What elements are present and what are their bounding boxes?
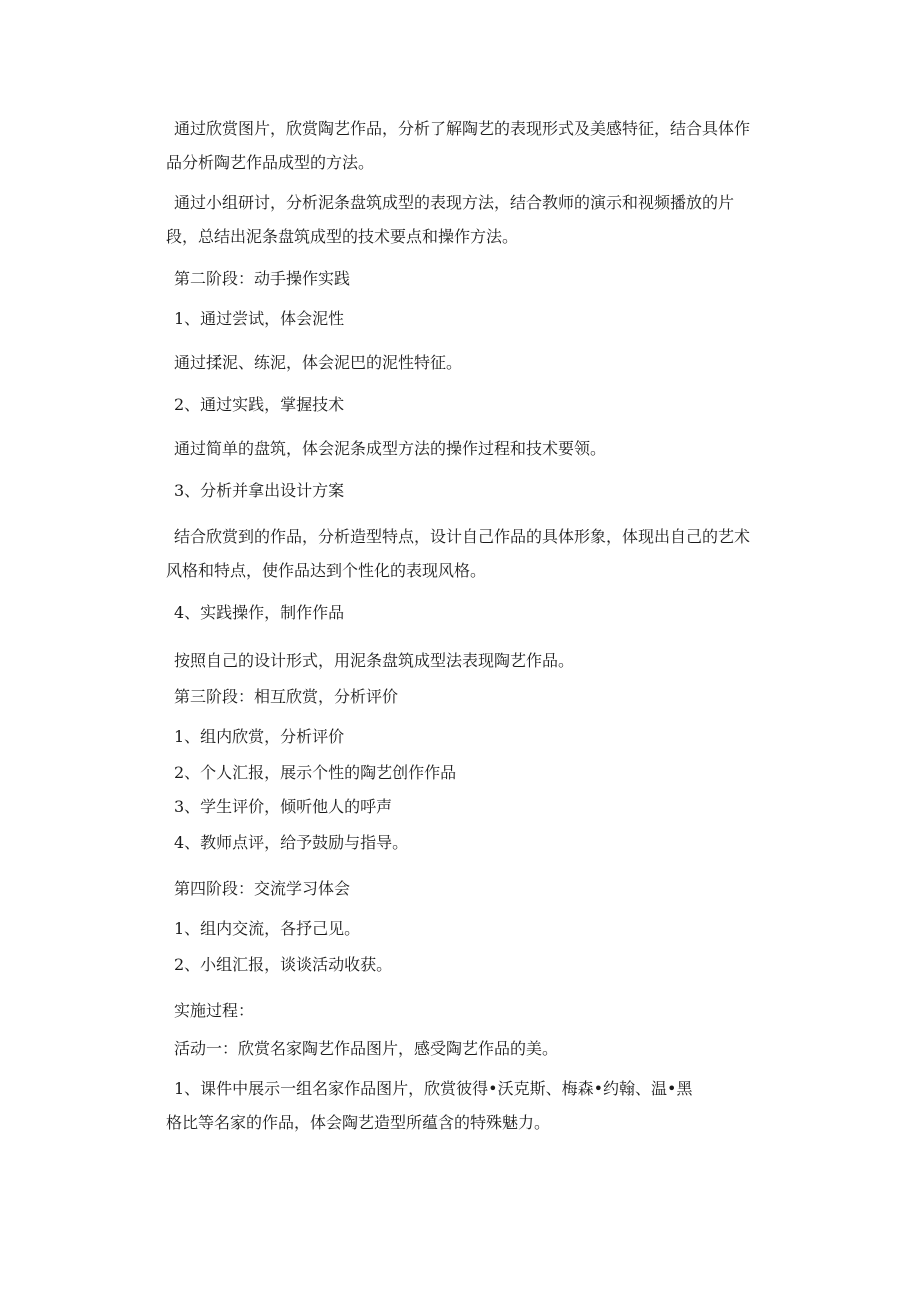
text-line: 1、通过尝试，体会泥性 (174, 309, 345, 328)
list-item (166, 596, 790, 630)
list-item (166, 474, 790, 508)
text-line: 第四阶段：交流学习体会 (174, 879, 351, 898)
text-line: 活动一：欣赏名家陶艺作品图片，感受陶艺作品的美。 (174, 1039, 559, 1058)
list-item (166, 912, 790, 946)
list-item (166, 720, 790, 754)
text-line: 品分析陶艺作品成型的方法。 (166, 153, 375, 172)
list-item (166, 756, 790, 790)
list-item (166, 948, 790, 982)
paragraph-activity-detail (166, 1072, 790, 1140)
text-line: 第三阶段：相互欣赏，分析评价 (174, 687, 399, 706)
stage-heading-4 (166, 872, 790, 906)
stage-heading-2 (166, 262, 790, 296)
text-line: 2、通过实践，掌握技术 (174, 395, 345, 414)
text-line: 4、实践操作，制作作品 (174, 603, 345, 622)
section-heading (166, 994, 790, 1028)
text-line: 2、小组汇报，谈谈活动收获。 (174, 955, 393, 974)
text-line: 第二阶段：动手操作实践 (174, 269, 351, 288)
list-item (166, 388, 790, 422)
stage-heading-3 (166, 680, 790, 714)
text-line: 2、个人汇报，展示个性的陶艺创作作品 (174, 763, 457, 782)
text-line: 通过小组研讨，分析泥条盘筑成型的表现方法，结合教师的演示和视频播放的片 (174, 193, 735, 212)
paragraph-body (166, 644, 790, 678)
text-line: 实施过程： (174, 1001, 255, 1020)
paragraph-appreciation (166, 112, 790, 180)
text-line: 按照自己的设计形式，用泥条盘筑成型法表现陶艺作品。 (174, 651, 575, 670)
text-line: 3、学生评价，倾听他人的呼声 (174, 797, 393, 816)
list-item (166, 826, 790, 860)
text-line: 1、组内交流，各抒己见。 (174, 919, 361, 938)
text-line: 1、课件中展示一组名家作品图片，欣赏彼得•沃克斯、梅森•约翰、温•黑 (174, 1079, 693, 1098)
text-line: 段，总结出泥条盘筑成型的技术要点和操作方法。 (166, 227, 519, 246)
text-line: 4、教师点评，给予鼓励与指导。 (174, 833, 409, 852)
text-line: 格比等名家的作品，体会陶艺造型所蕴含的特殊魅力。 (166, 1113, 551, 1132)
paragraph-body (166, 432, 790, 466)
text-line: 通过揉泥、练泥，体会泥巴的泥性特征。 (174, 353, 463, 372)
text-line: 通过欣赏图片，欣赏陶艺作品，分析了解陶艺的表现形式及美感特征，结合具体作 (174, 119, 751, 138)
text-line: 风格和特点，使作品达到个性化的表现风格。 (166, 561, 487, 580)
text-line: 通过简单的盘筑，体会泥条成型方法的操作过程和技术要领。 (174, 439, 607, 458)
list-item (166, 302, 790, 336)
paragraph-body (166, 346, 790, 380)
text-line: 结合欣赏到的作品，分析造型特点，设计自己作品的具体形象，体现出自己的艺术 (174, 527, 751, 546)
text-line: 1、组内欣赏，分析评价 (174, 727, 345, 746)
text-line: 3、分析并拿出设计方案 (174, 481, 345, 500)
paragraph-group-study (166, 186, 790, 254)
activity-heading (166, 1032, 790, 1066)
list-item (166, 790, 790, 824)
paragraph-design (166, 520, 790, 588)
